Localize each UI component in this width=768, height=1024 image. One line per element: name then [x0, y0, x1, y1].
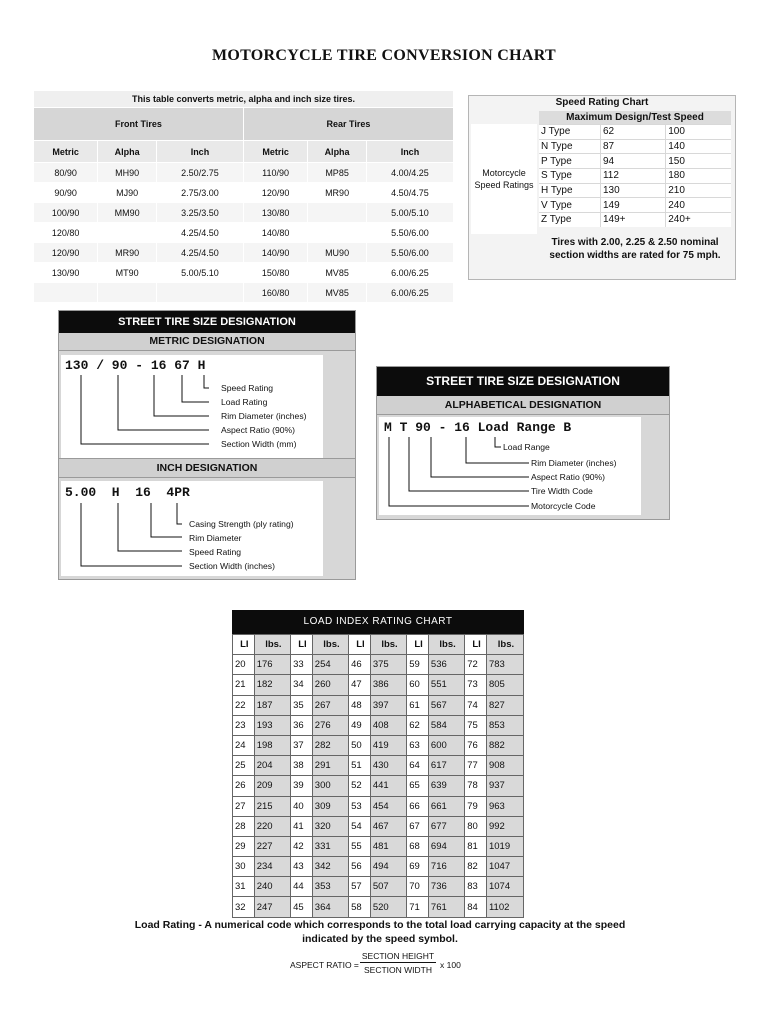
load-index-cell: 397 [370, 695, 406, 715]
metric-designation-diagram [61, 355, 323, 458]
load-index-cell: 353 [312, 877, 348, 897]
table-cell: 130/80 [243, 203, 307, 223]
load-index-cell: 481 [370, 836, 406, 856]
load-index-cell: 46 [349, 655, 371, 675]
load-index-cell: 300 [312, 776, 348, 796]
load-index-cell: 716 [428, 857, 464, 877]
table-cell [34, 283, 98, 303]
load-index-cell: 61 [407, 695, 429, 715]
load-index-row [233, 816, 524, 836]
load-index-cell: 375 [370, 655, 406, 675]
load-index-cell: 54 [349, 816, 371, 836]
load-index-cell: 29 [233, 836, 255, 856]
load-index-column-header: lbs. [254, 635, 290, 655]
load-index-cell: 291 [312, 756, 348, 776]
load-index-cell: 193 [254, 715, 290, 735]
load-index-column-header: LI [291, 635, 313, 655]
table-cell: MM90 [98, 203, 157, 223]
load-index-cell: 83 [465, 877, 487, 897]
speed-cell: Z Type [539, 213, 600, 227]
table-cell: MV85 [308, 283, 367, 303]
column-header: Metric [243, 141, 307, 163]
load-index-cell: 65 [407, 776, 429, 796]
load-index-cell: 82 [465, 857, 487, 877]
table-cell [98, 283, 157, 303]
load-index-cell: 282 [312, 735, 348, 755]
street-designation-title: STREET TIRE SIZE DESIGNATION [59, 311, 355, 333]
load-index-row [233, 715, 524, 735]
table-cell: 110/90 [243, 163, 307, 183]
metric-code: 130 / 90 - 16 67 H [65, 358, 206, 373]
load-index-cell: 1047 [486, 857, 523, 877]
speed-cell: 240 [666, 198, 731, 213]
load-index-cell: 49 [349, 715, 371, 735]
load-index-cell: 22 [233, 695, 255, 715]
inch-designation-diagram [61, 481, 323, 576]
load-index-cell: 80 [465, 816, 487, 836]
load-index-cell: 507 [370, 877, 406, 897]
load-index-cell: 26 [233, 776, 255, 796]
speed-cell: V Type [539, 198, 600, 213]
load-index-cell: 27 [233, 796, 255, 816]
load-rating-note: Load Rating - A numerical code which corresponds to the total load carrying capacity at the speed indicated by the speed symbol. [134, 919, 626, 945]
table-cell: 5.00/5.10 [156, 263, 243, 283]
alpha-part-label: Motorcycle Code [531, 501, 596, 511]
table-cell: 4.50/4.75 [366, 183, 453, 203]
speed-row [539, 169, 731, 184]
alpha-part-label: Rim Diameter (inches) [531, 458, 617, 468]
load-index-cell: 600 [428, 735, 464, 755]
table-cell: 140/90 [243, 243, 307, 263]
load-index-cell: 57 [349, 877, 371, 897]
speed-side-label: Motorcycle Speed Ratings [471, 124, 537, 234]
load-index-cell: 536 [428, 655, 464, 675]
load-index-cell: 41 [291, 816, 313, 836]
speed-cell: J Type [539, 125, 600, 140]
table-cell: 150/80 [243, 263, 307, 283]
load-index-cell: 320 [312, 816, 348, 836]
load-index-cell: 408 [370, 715, 406, 735]
load-index-cell: 24 [233, 735, 255, 755]
load-index-cell: 66 [407, 796, 429, 816]
table-cell: 3.25/3.50 [156, 203, 243, 223]
table-row [34, 223, 454, 243]
table-cell: 6.00/6.25 [366, 283, 453, 303]
column-header: Inch [366, 141, 453, 163]
load-index-cell: 76 [465, 735, 487, 755]
load-index-cell: 963 [486, 796, 523, 816]
load-index-cell: 37 [291, 735, 313, 755]
load-index-cell: 364 [312, 897, 348, 917]
column-header: Alpha [308, 141, 367, 163]
load-index-column-header: lbs. [428, 635, 464, 655]
table-row [34, 243, 454, 263]
load-index-cell: 62 [407, 715, 429, 735]
table-cell [156, 283, 243, 303]
load-index-cell: 70 [407, 877, 429, 897]
table-cell: 120/90 [34, 243, 98, 263]
conversion-table [33, 90, 454, 303]
load-index-cell: 71 [407, 897, 429, 917]
load-index-cell: 176 [254, 655, 290, 675]
load-index-cell: 67 [407, 816, 429, 836]
inch-part-label: Section Width (inches) [189, 561, 275, 571]
load-index-cell: 45 [291, 897, 313, 917]
speed-cell: 150 [666, 154, 731, 169]
load-index-cell: 51 [349, 756, 371, 776]
alpha-part-label: Tire Width Code [531, 486, 593, 496]
alpha-code: M T 90 - 16 Load Range B [384, 420, 572, 435]
aspect-multiplier: x 100 [440, 960, 461, 970]
table-cell: MR90 [308, 183, 367, 203]
load-index-cell: 260 [312, 675, 348, 695]
table-cell: 2.50/2.75 [156, 163, 243, 183]
load-index-cell: 42 [291, 836, 313, 856]
load-index-cell: 79 [465, 796, 487, 816]
load-index-cell: 254 [312, 655, 348, 675]
load-index-cell: 55 [349, 836, 371, 856]
load-index-cell: 74 [465, 695, 487, 715]
alphabetical-designation-label: ALPHABETICAL DESIGNATION [377, 396, 669, 415]
load-index-row [233, 675, 524, 695]
load-index-column-header: lbs. [312, 635, 348, 655]
speed-cell: 100 [666, 125, 731, 140]
load-index-cell: 28 [233, 816, 255, 836]
speed-cell: H Type [539, 183, 600, 198]
load-index-column-header: LI [407, 635, 429, 655]
table-row [34, 283, 454, 303]
load-index-cell: 908 [486, 756, 523, 776]
load-index-cell: 25 [233, 756, 255, 776]
speed-cell: 140 [666, 139, 731, 154]
inch-designation-label: INCH DESIGNATION [59, 458, 355, 478]
load-index-cell: 23 [233, 715, 255, 735]
load-index-cell: 40 [291, 796, 313, 816]
speed-cell: 210 [666, 183, 731, 198]
load-index-cell: 53 [349, 796, 371, 816]
inch-part-label: Casing Strength (ply rating) [189, 519, 294, 529]
load-index-cell: 21 [233, 675, 255, 695]
load-index-cell: 204 [254, 756, 290, 776]
load-index-cell: 20 [233, 655, 255, 675]
metric-designation-label: METRIC DESIGNATION [59, 333, 355, 351]
load-index-cell: 209 [254, 776, 290, 796]
load-index-cell: 761 [428, 897, 464, 917]
alpha-designation-panel [376, 366, 670, 520]
metric-part-label: Speed Rating [221, 383, 274, 393]
table-cell: MJ90 [98, 183, 157, 203]
inch-code: 5.00 H 16 4PR [65, 485, 190, 500]
load-index-cell: 31 [233, 877, 255, 897]
table-cell: MH90 [98, 163, 157, 183]
load-index-cell: 454 [370, 796, 406, 816]
load-index-cell: 68 [407, 836, 429, 856]
load-index-cell: 84 [465, 897, 487, 917]
load-index-column-header: lbs. [486, 635, 523, 655]
load-index-row [233, 857, 524, 877]
load-index-cell: 1074 [486, 877, 523, 897]
load-index-cell: 276 [312, 715, 348, 735]
load-index-cell: 78 [465, 776, 487, 796]
load-index-cell: 234 [254, 857, 290, 877]
speed-row [539, 139, 731, 154]
load-index-cell: 35 [291, 695, 313, 715]
alpha-part-label: Load Range [503, 442, 550, 452]
load-index-cell: 32 [233, 897, 255, 917]
load-index-table [232, 634, 524, 918]
load-index-cell: 567 [428, 695, 464, 715]
table-cell [308, 223, 367, 243]
load-index-cell: 50 [349, 735, 371, 755]
load-index-cell: 520 [370, 897, 406, 917]
table-cell: 140/80 [243, 223, 307, 243]
table-cell: 100/90 [34, 203, 98, 223]
load-index-row [233, 756, 524, 776]
metric-part-label: Load Rating [221, 397, 268, 407]
load-index-cell: 639 [428, 776, 464, 796]
load-index-cell: 247 [254, 897, 290, 917]
load-index-cell: 467 [370, 816, 406, 836]
load-index-cell: 342 [312, 857, 348, 877]
load-index-cell: 187 [254, 695, 290, 715]
speed-cell: 87 [600, 139, 665, 154]
load-index-cell: 584 [428, 715, 464, 735]
load-index-cell: 59 [407, 655, 429, 675]
speed-row [539, 125, 731, 140]
conversion-caption: This table converts metric, alpha and inch size tires. [34, 91, 454, 108]
load-index-cell: 63 [407, 735, 429, 755]
load-index-cell: 39 [291, 776, 313, 796]
table-cell: 120/90 [243, 183, 307, 203]
table-row [34, 163, 454, 183]
load-index-cell: 661 [428, 796, 464, 816]
load-index-cell: 227 [254, 836, 290, 856]
metric-part-label: Aspect Ratio (90%) [221, 425, 296, 435]
load-index-cell: 52 [349, 776, 371, 796]
alpha-designation-diagram [379, 417, 641, 515]
speed-cell: 62 [600, 125, 665, 140]
alpha-designation-title: STREET TIRE SIZE DESIGNATION [377, 367, 669, 396]
load-index-row [233, 655, 524, 675]
load-index-cell: 992 [486, 816, 523, 836]
load-index-row [233, 735, 524, 755]
table-row [34, 183, 454, 203]
table-cell: MR90 [98, 243, 157, 263]
load-index-cell: 64 [407, 756, 429, 776]
load-index-cell: 267 [312, 695, 348, 715]
speed-cell: S Type [539, 169, 600, 184]
table-row [34, 263, 454, 283]
load-index-column-header: LI [465, 635, 487, 655]
inch-part-label: Speed Rating [189, 547, 242, 557]
speed-rating-chart [468, 95, 736, 280]
table-cell: 6.00/6.25 [366, 263, 453, 283]
speed-rating-table [539, 124, 731, 227]
load-index-cell: 736 [428, 877, 464, 897]
metric-part-label: Section Width (mm) [221, 439, 297, 449]
column-header: Metric [34, 141, 98, 163]
load-index-cell: 81 [465, 836, 487, 856]
load-index-title: LOAD INDEX RATING CHART [232, 610, 524, 634]
load-index-row [233, 836, 524, 856]
speed-row [539, 213, 731, 227]
load-index-cell: 694 [428, 836, 464, 856]
load-index-cell: 937 [486, 776, 523, 796]
load-index-cell: 1019 [486, 836, 523, 856]
load-index-cell: 215 [254, 796, 290, 816]
street-designation-panel [58, 310, 356, 580]
column-header: Alpha [98, 141, 157, 163]
load-index-cell: 677 [428, 816, 464, 836]
rear-tires-header: Rear Tires [243, 108, 453, 141]
load-index-cell: 240 [254, 877, 290, 897]
table-cell: MP85 [308, 163, 367, 183]
table-cell: 4.25/4.50 [156, 223, 243, 243]
table-cell: 4.25/4.50 [156, 243, 243, 263]
load-index-cell: 182 [254, 675, 290, 695]
speed-row [539, 198, 731, 213]
load-index-column-header: lbs. [370, 635, 406, 655]
load-index-cell: 75 [465, 715, 487, 735]
load-index-cell: 44 [291, 877, 313, 897]
load-index-row [233, 776, 524, 796]
load-index-column-header: LI [349, 635, 371, 655]
load-index-cell: 73 [465, 675, 487, 695]
load-index-cell: 69 [407, 857, 429, 877]
column-header: Inch [156, 141, 243, 163]
table-cell: MV85 [308, 263, 367, 283]
aspect-numerator: SECTION HEIGHT [361, 951, 435, 961]
load-index-cell: 827 [486, 695, 523, 715]
speed-row [539, 154, 731, 169]
load-index-cell: 56 [349, 857, 371, 877]
load-index-row [233, 695, 524, 715]
load-index-cell: 48 [349, 695, 371, 715]
load-index-cell: 441 [370, 776, 406, 796]
table-cell: 4.00/4.25 [366, 163, 453, 183]
inch-part-label: Rim Diameter [189, 533, 242, 543]
load-index-column-header: LI [233, 635, 255, 655]
load-index-cell: 33 [291, 655, 313, 675]
load-index-header-row [233, 635, 524, 655]
front-tires-header: Front Tires [34, 108, 244, 141]
speed-chart-title: Speed Rating Chart [555, 97, 649, 108]
table-cell: MT90 [98, 263, 157, 283]
table-cell: 5.00/5.10 [366, 203, 453, 223]
table-cell: 2.75/3.00 [156, 183, 243, 203]
load-index-cell: 419 [370, 735, 406, 755]
table-cell: 5.50/6.00 [366, 243, 453, 263]
load-index-cell: 309 [312, 796, 348, 816]
table-cell: MU90 [308, 243, 367, 263]
speed-cell: 240+ [666, 213, 731, 227]
table-cell: 120/80 [34, 223, 98, 243]
load-index-cell: 77 [465, 756, 487, 776]
load-index-cell: 220 [254, 816, 290, 836]
speed-chart-header: Maximum Design/Test Speed [539, 111, 731, 124]
load-index-cell: 36 [291, 715, 313, 735]
table-cell: 130/90 [34, 263, 98, 283]
load-index-cell: 58 [349, 897, 371, 917]
load-index-cell: 72 [465, 655, 487, 675]
load-index-cell: 30 [233, 857, 255, 877]
metric-part-label: Rim Diameter (inches) [221, 411, 307, 421]
table-row [34, 203, 454, 223]
speed-cell: 112 [600, 169, 665, 184]
load-index-cell: 47 [349, 675, 371, 695]
table-cell: 90/90 [34, 183, 98, 203]
document-title: MOTORCYCLE TIRE CONVERSION CHART [211, 47, 557, 64]
speed-cell: N Type [539, 139, 600, 154]
speed-cell: 94 [600, 154, 665, 169]
load-index-cell: 1102 [486, 897, 523, 917]
alpha-part-label: Aspect Ratio (90%) [531, 472, 606, 482]
load-index-cell: 60 [407, 675, 429, 695]
load-index-cell: 38 [291, 756, 313, 776]
load-index-cell: 805 [486, 675, 523, 695]
load-index-row [233, 877, 524, 897]
load-index-cell: 494 [370, 857, 406, 877]
speed-row [539, 183, 731, 198]
load-index-cell: 783 [486, 655, 523, 675]
load-index-row [233, 897, 524, 917]
aspect-denominator: SECTION WIDTH [364, 965, 432, 975]
speed-chart-note: Tires with 2.00, 2.25 & 2.50 nominal section widths are rated for 75 mph. [549, 237, 721, 261]
table-cell: 80/90 [34, 163, 98, 183]
load-index-cell: 617 [428, 756, 464, 776]
load-index-cell: 34 [291, 675, 313, 695]
table-cell: 160/80 [243, 283, 307, 303]
load-index-cell: 551 [428, 675, 464, 695]
table-cell [98, 223, 157, 243]
load-index-cell: 386 [370, 675, 406, 695]
table-cell [308, 203, 367, 223]
speed-cell: P Type [539, 154, 600, 169]
load-index-cell: 43 [291, 857, 313, 877]
speed-cell: 149+ [600, 213, 665, 227]
aspect-ratio-label: ASPECT RATIO = [290, 960, 359, 970]
speed-cell: 180 [666, 169, 731, 184]
load-index-cell: 331 [312, 836, 348, 856]
speed-cell: 149 [600, 198, 665, 213]
load-index-cell: 853 [486, 715, 523, 735]
table-cell: 5.50/6.00 [366, 223, 453, 243]
load-index-cell: 430 [370, 756, 406, 776]
load-index-cell: 882 [486, 735, 523, 755]
load-index-cell: 198 [254, 735, 290, 755]
load-index-row [233, 796, 524, 816]
speed-cell: 130 [600, 183, 665, 198]
